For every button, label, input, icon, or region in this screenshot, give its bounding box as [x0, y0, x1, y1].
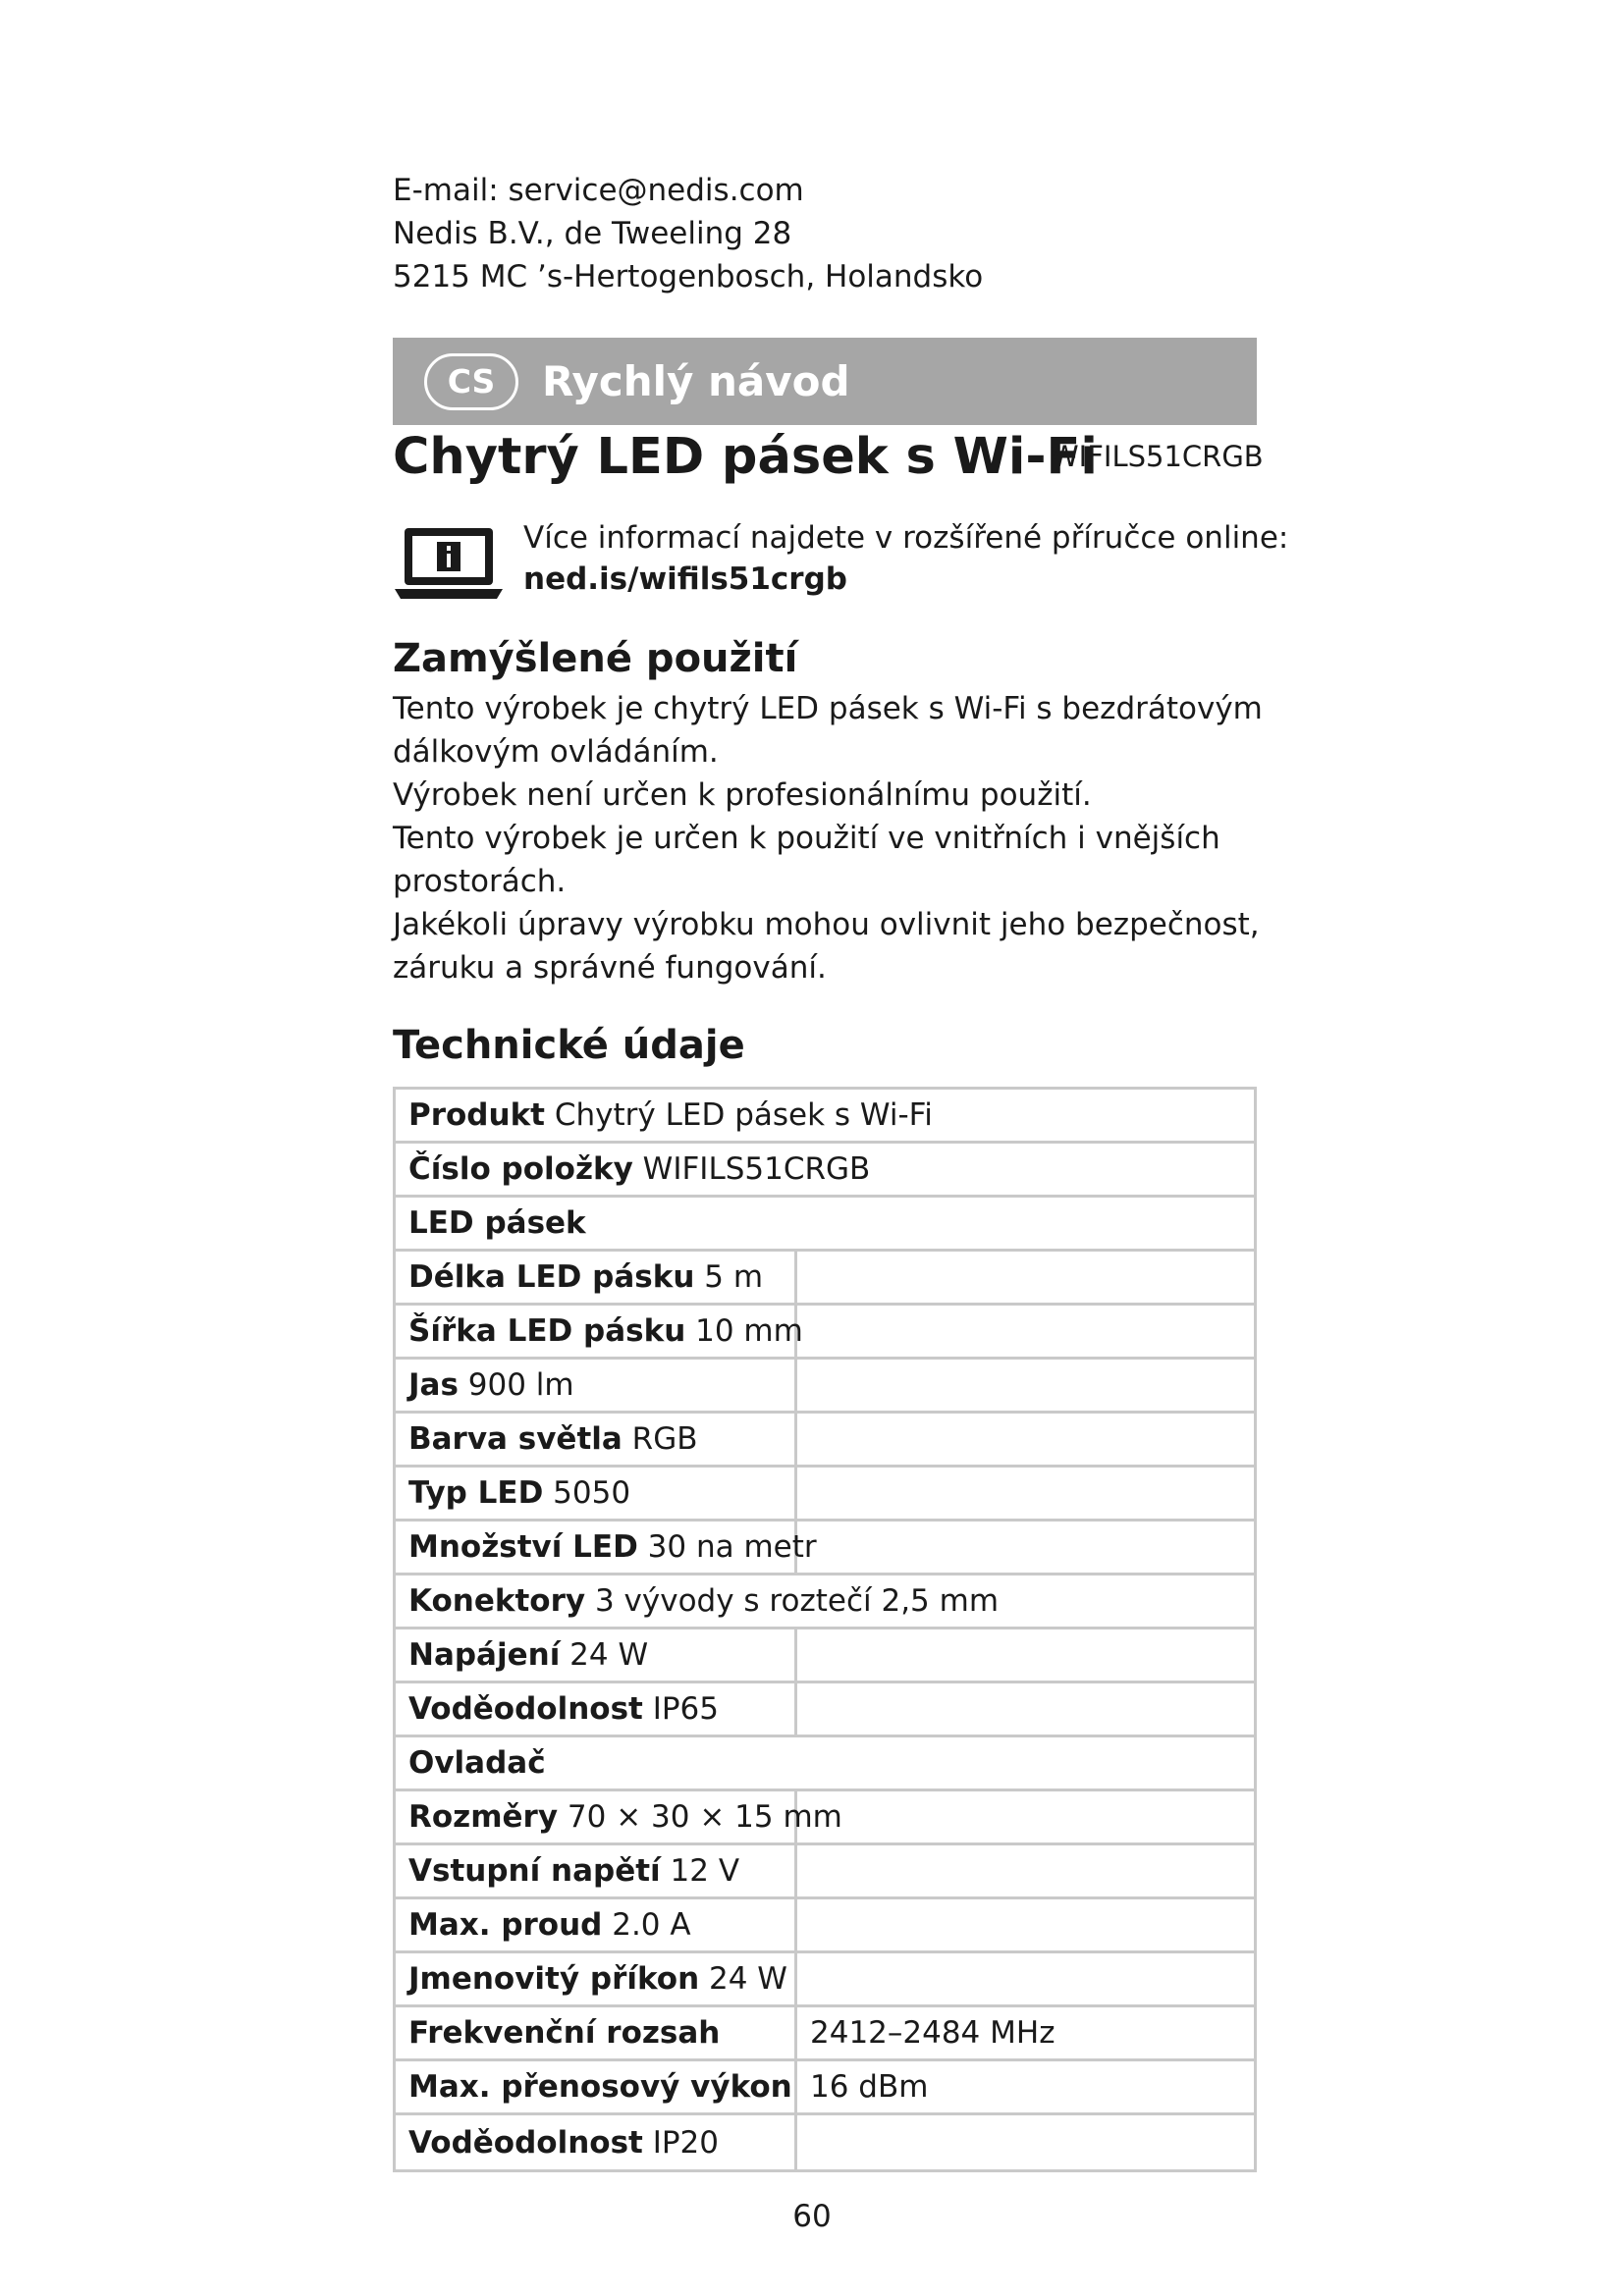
column-divider [794, 1414, 797, 1465]
spec-value: RGB [622, 1421, 698, 1457]
spec-label: Max. přenosový výkon [408, 2069, 792, 2105]
more-info-text: Více informací najdete v rozšířené příručce online: [523, 520, 1289, 556]
spec-cell [396, 2125, 719, 2161]
table-row [396, 1306, 1254, 1360]
tech-specs-heading: Technické údaje [393, 1023, 745, 1068]
spec-cell [396, 1853, 739, 1889]
spec-cell [396, 2069, 792, 2105]
table-row [396, 1090, 1254, 1144]
spec-cell [396, 1151, 870, 1187]
spec-label: Max. proud [408, 1907, 603, 1943]
table-row [396, 1522, 1254, 1575]
spec-label: Šířka LED pásku [408, 1313, 686, 1349]
spec-label: Frekvenční rozsah [408, 2015, 721, 2051]
column-divider [794, 1953, 797, 2004]
product-code: WIFILS51CRGB [1051, 440, 1264, 473]
column-divider [794, 2007, 797, 2058]
spec-value: 70 × 30 × 15 mm [558, 1799, 842, 1835]
table-row [396, 1360, 1254, 1414]
spec-value: 24 W [699, 1961, 787, 1997]
column-divider [794, 1468, 797, 1519]
spec-cell [396, 1421, 698, 1457]
spec-value: 5050 [543, 1475, 631, 1511]
contact-email: E-mail: service@nedis.com [393, 173, 804, 208]
spec-cell [396, 2015, 720, 2051]
spec-label: Délka LED pásku [408, 1259, 695, 1295]
table-row [396, 1791, 1254, 1845]
spec-value: 2.0 A [602, 1907, 691, 1943]
spec-label: Číslo položky [408, 1151, 633, 1187]
table-row [396, 1198, 1254, 1252]
table-row [396, 2115, 1254, 2169]
spec-label: Jas [408, 1367, 459, 1403]
language-badge: CS [424, 353, 518, 410]
spec-cell [396, 1367, 574, 1403]
spec-value: 12 V [660, 1853, 740, 1889]
table-row [396, 1575, 1254, 1629]
spec-value: 10 mm [685, 1313, 803, 1349]
spec-label: Napájení [408, 1637, 561, 1673]
table-row [396, 2061, 1254, 2115]
spec-value: WIFILS51CRGB [632, 1151, 871, 1187]
table-row [396, 1144, 1254, 1198]
spec-cell [396, 1637, 648, 1673]
column-divider [794, 1252, 797, 1303]
column-divider [794, 1845, 797, 1896]
table-row [396, 1468, 1254, 1522]
spec-value: 3 vývody s roztečí 2,5 mm [585, 1583, 1000, 1619]
table-row [396, 1737, 1254, 1791]
intended-use-line: Výrobek není určen k profesionálnímu použití. [393, 777, 1092, 813]
contact-company: Nedis B.V., de Tweeling 28 [393, 216, 792, 251]
column-divider [794, 2061, 797, 2112]
intended-use-heading: Zamýšlené použití [393, 636, 798, 681]
spec-label: Typ LED [408, 1475, 544, 1511]
intended-use-text [393, 687, 1263, 989]
spec-label: Produkt [408, 1097, 546, 1133]
spec-cell [396, 1583, 999, 1619]
manual-link[interactable]: ned.is/wifils51crgb [523, 561, 847, 597]
spec-value-column: 2412–2484 MHz [810, 2015, 1056, 2051]
table-row [396, 1414, 1254, 1468]
spec-cell [396, 1529, 817, 1565]
banner-title: Rychlý návod [542, 357, 850, 405]
column-divider [794, 2115, 797, 2169]
table-row [396, 1899, 1254, 1953]
quick-guide-banner [393, 338, 1257, 425]
spec-value: IP65 [642, 1691, 719, 1727]
spec-label: Vstupní napětí [408, 1853, 661, 1889]
table-row [396, 2007, 1254, 2061]
spec-cell [396, 1097, 933, 1133]
spec-cell [396, 1961, 787, 1997]
spec-label: LED pásek [408, 1205, 586, 1241]
spec-cell [396, 1691, 719, 1727]
intended-use-line: Jakékoli úpravy výrobku mohou ovlivnit jeho bezpečnost, [393, 907, 1260, 942]
spec-value: 5 m [694, 1259, 764, 1295]
spec-label: Barva světla [408, 1421, 623, 1457]
table-row [396, 1683, 1254, 1737]
spec-cell [396, 1259, 763, 1295]
spec-value: 900 lm [458, 1367, 574, 1403]
table-row [396, 1845, 1254, 1899]
intended-use-line: Tento výrobek je chytrý LED pásek s Wi-Fi s bezdrátovým [393, 691, 1263, 726]
spec-cell [396, 1907, 691, 1943]
spec-label: Množství LED [408, 1529, 638, 1565]
spec-label: Konektory [408, 1583, 586, 1619]
spec-table [393, 1087, 1257, 2172]
contact-block [393, 169, 983, 298]
column-divider [794, 1360, 797, 1411]
column-divider [794, 1629, 797, 1681]
page-number: 60 [792, 2199, 832, 2234]
spec-value: 30 na metr [637, 1529, 817, 1565]
column-divider [794, 1683, 797, 1735]
intended-use-line: prostorách. [393, 864, 567, 899]
spec-cell [396, 1745, 546, 1781]
intended-use-line: záruku a správné fungování. [393, 950, 827, 986]
spec-value: IP20 [642, 2124, 719, 2161]
spec-label: Voděodolnost [408, 1691, 643, 1727]
intended-use-line: dálkovým ovládáním. [393, 734, 719, 770]
table-row [396, 1953, 1254, 2007]
spec-value-column: 16 dBm [810, 2069, 929, 2105]
spec-label: Voděodolnost [408, 2124, 643, 2161]
table-row [396, 1629, 1254, 1683]
spec-cell [396, 1799, 842, 1835]
table-row [396, 1252, 1254, 1306]
column-divider [794, 1899, 797, 1950]
spec-label: Jmenovitý příkon [408, 1961, 700, 1997]
contact-address: 5215 MC ’s-Hertogenbosch, Holandsko [393, 259, 984, 294]
spec-label: Rozměry [408, 1799, 559, 1835]
spec-cell [396, 1475, 630, 1511]
intended-use-line: Tento výrobek je určen k použití ve vnitřních i vnějších [393, 821, 1220, 856]
spec-cell [396, 1313, 803, 1349]
spec-value: 24 W [560, 1637, 649, 1673]
laptop-manual-icon [393, 524, 505, 603]
product-title: Chytrý LED pásek s Wi-Fi [393, 428, 1098, 486]
spec-value: Chytrý LED pásek s Wi-Fi [545, 1097, 933, 1133]
spec-cell [396, 1205, 586, 1241]
spec-label: Ovladač [408, 1745, 546, 1781]
